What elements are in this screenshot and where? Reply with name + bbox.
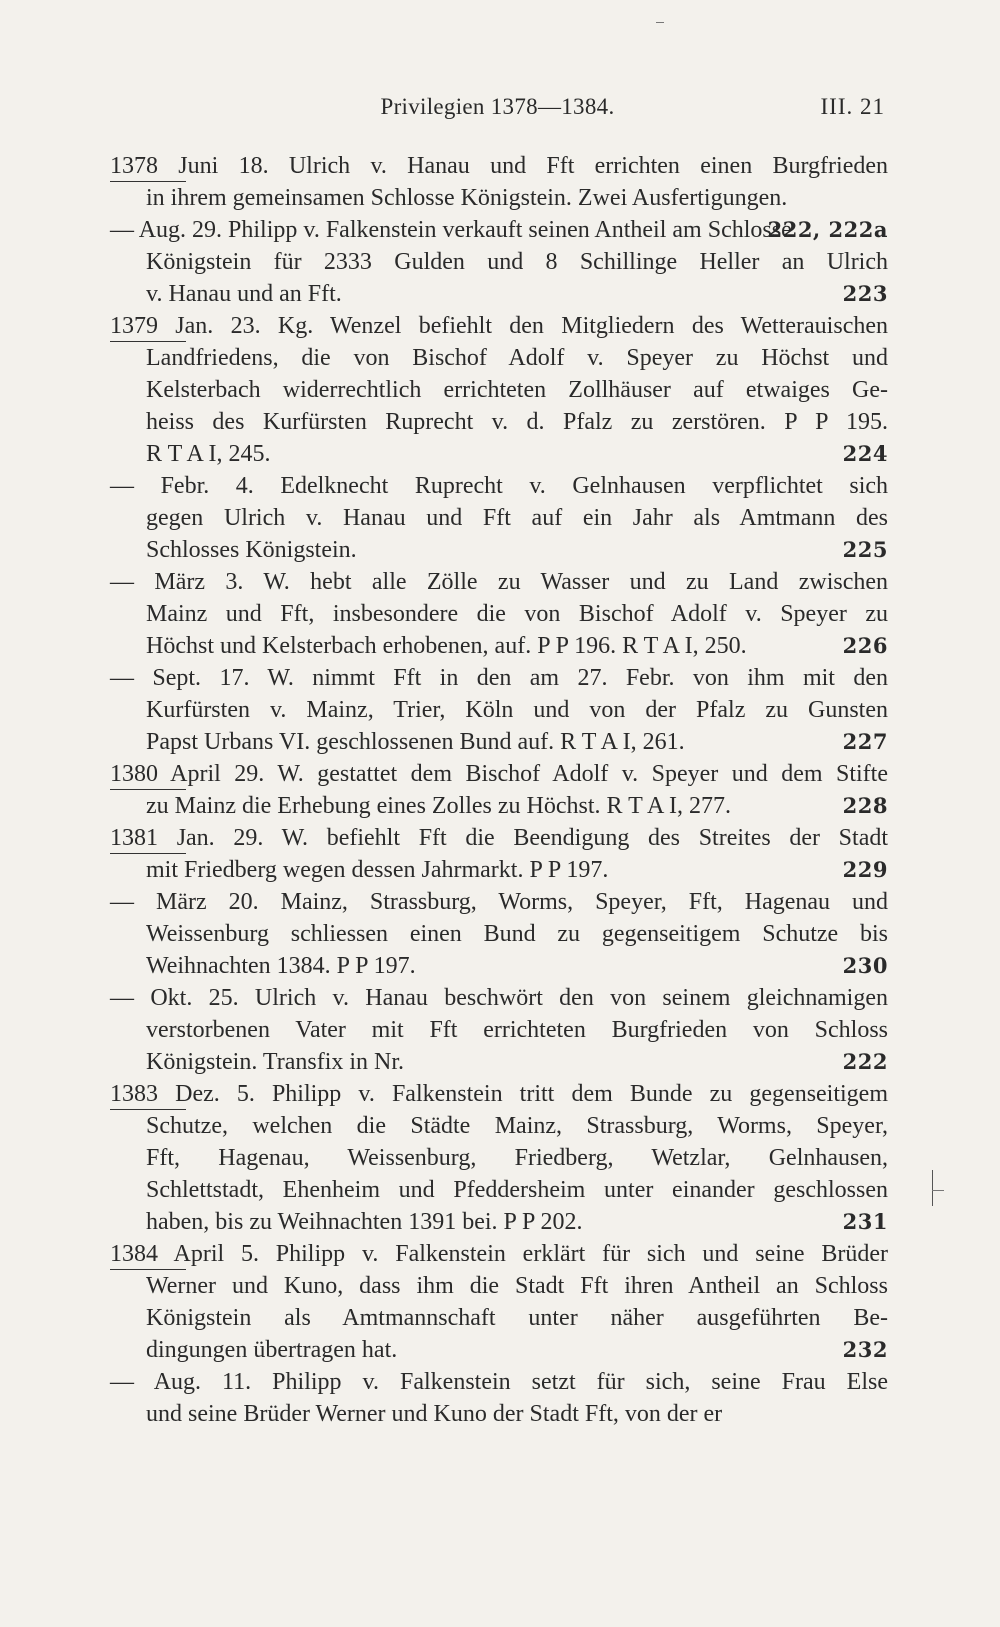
privilege-entry bbox=[110, 758, 888, 822]
entry-line bbox=[110, 470, 888, 502]
entry-line bbox=[110, 438, 888, 470]
entry-text: v. Hanau und an Fft. bbox=[146, 281, 342, 307]
entry-line bbox=[110, 950, 888, 982]
entry-line bbox=[110, 982, 888, 1014]
entry-text: Sept. 17. W. nimmt Fft in den am 27. Febr. von ihm mit den bbox=[152, 665, 889, 691]
page-number: III. 21 bbox=[820, 94, 885, 119]
entry-text: Königstein für 2333 Gulden und 8 Schillinge Heller an Ulrich bbox=[146, 249, 888, 275]
entry-text: zu Mainz die Erhebung eines Zolles zu Höchst. R T A I, 277. bbox=[146, 793, 732, 819]
entry-text: mit Friedberg wegen dessen Jahrmarkt. P P 197. bbox=[146, 857, 609, 883]
entry-year: 1381 bbox=[110, 822, 158, 854]
privilege-entry bbox=[110, 982, 888, 1078]
entry-line bbox=[110, 150, 888, 182]
entry-line bbox=[110, 310, 888, 342]
entry-line bbox=[110, 1238, 888, 1270]
entry-line bbox=[110, 694, 888, 726]
entry-line bbox=[110, 1142, 888, 1174]
entry-text: Landfriedens, die von Bischof Adolf v. Speyer zu Höchst und bbox=[146, 345, 888, 371]
margin-mark bbox=[656, 22, 664, 23]
entry-text: Fft, Hagenau, Weissenburg, Friedberg, Wetzlar, Gelnhausen, bbox=[146, 1145, 888, 1171]
entry-text: April 29. W. gestattet dem Bischof Adolf v. Speyer und dem Stifte bbox=[170, 761, 888, 787]
entry-line bbox=[110, 918, 888, 950]
entry-text: Kelsterbach widerrechtlich errichteten Zollhäuser auf etwaiges Ge- bbox=[146, 377, 888, 403]
entry-line bbox=[110, 278, 888, 310]
entry-text: Aug. 29. Philipp v. Falkenstein verkauft seinen Antheil am Schlosse bbox=[138, 217, 792, 243]
entry-text: Werner und Kuno, dass ihm die Stadt Fft ihren Antheil an Schloss bbox=[146, 1273, 888, 1299]
entry-number: 226 bbox=[842, 633, 888, 658]
entry-line bbox=[110, 1270, 888, 1302]
entry-year: — bbox=[110, 569, 134, 595]
privilege-entry bbox=[110, 1078, 888, 1238]
entry-year: — bbox=[110, 217, 134, 243]
entry-number: 222, 222a bbox=[767, 217, 888, 242]
entry-text: Königstein als Amtmannschaft unter näher ausgeführten Be- bbox=[146, 1305, 888, 1331]
privilege-list bbox=[110, 150, 888, 1430]
entry-year: — bbox=[110, 665, 134, 691]
entry-line bbox=[110, 726, 888, 758]
entry-text: Schlosses Königstein. bbox=[146, 537, 357, 563]
entry-text: Schlettstadt, Ehenheim und Pfeddersheim unter einander geschlossen bbox=[146, 1177, 888, 1203]
entry-text: haben, bis zu Weihnachten 1391 bei. P P 202. bbox=[146, 1209, 583, 1235]
entry-text: verstorbenen Vater mit Fft errichteten Burgfrieden von Schloss bbox=[146, 1017, 888, 1043]
privilege-entry bbox=[110, 566, 888, 662]
entry-year: — bbox=[110, 1369, 134, 1395]
entry-line bbox=[110, 374, 888, 406]
entry-number: 229 bbox=[842, 857, 888, 882]
entry-text: gegen Ulrich v. Hanau und Fft auf ein Jahr als Amtmann des bbox=[146, 505, 888, 531]
entry-number: 227 bbox=[842, 729, 888, 754]
entry-line bbox=[110, 534, 888, 566]
entry-text: Jan. 29. W. befiehlt Fft die Beendigung des Streites der Stadt bbox=[176, 825, 889, 851]
entry-line bbox=[110, 502, 888, 534]
entry-number: 232 bbox=[842, 1337, 888, 1362]
entry-line bbox=[110, 1206, 888, 1238]
entry-year: 1384 bbox=[110, 1238, 158, 1270]
entry-text: Aug. 11. Philipp v. Falkenstein setzt für sich, seine Frau Else bbox=[153, 1369, 888, 1395]
entry-text: und seine Brüder Werner und Kuno der Stadt Fft, von der er bbox=[146, 1401, 723, 1427]
entry-line bbox=[110, 566, 888, 598]
margin-dash bbox=[932, 1190, 944, 1191]
entry-line bbox=[110, 790, 888, 822]
entry-text: Okt. 25. Ulrich v. Hanau beschwört den von seinem gleichnamigen bbox=[150, 985, 888, 1011]
entry-line bbox=[110, 1302, 888, 1334]
entry-line bbox=[110, 1014, 888, 1046]
entry-line bbox=[110, 1110, 888, 1142]
entry-line bbox=[110, 246, 888, 278]
entry-text: Höchst und Kelsterbach erhobenen, auf. P P 196. R T A I, 250. bbox=[146, 633, 747, 659]
entry-text: März 3. W. hebt alle Zölle zu Wasser und zu Land zwischen bbox=[154, 569, 889, 595]
entry-line bbox=[110, 854, 888, 886]
entry-line bbox=[110, 1174, 888, 1206]
privilege-entry bbox=[110, 214, 888, 310]
privilege-entry bbox=[110, 662, 888, 758]
entry-number: 230 bbox=[842, 953, 888, 978]
privilege-entry bbox=[110, 470, 888, 566]
entry-text: Febr. 4. Edelknecht Ruprecht v. Gelnhausen verpflichtet sich bbox=[160, 473, 889, 499]
entry-year: 1378 bbox=[110, 150, 158, 182]
page-title: Privilegien 1378—1384. bbox=[380, 94, 615, 119]
entry-line bbox=[110, 662, 888, 694]
entry-year: — bbox=[110, 889, 134, 915]
privilege-entry bbox=[110, 310, 888, 470]
entry-text: in ihrem gemeinsamen Schlosse Königstein. Zwei Ausfertigungen. bbox=[146, 185, 788, 211]
entry-year: 1379 bbox=[110, 310, 158, 342]
entry-text: Mainz und Fft, insbesondere die von Bischof Adolf v. Speyer zu bbox=[146, 601, 888, 627]
entry-number: 224 bbox=[842, 441, 888, 466]
entry-line bbox=[110, 1366, 888, 1398]
entry-year: 1383 bbox=[110, 1078, 158, 1110]
entry-text: R T A I, 245. bbox=[146, 441, 271, 467]
entry-number: 231 bbox=[842, 1209, 888, 1234]
entry-number: 228 bbox=[842, 793, 888, 818]
entry-text: Schutze, welchen die Städte Mainz, Strassburg, Worms, Speyer, bbox=[146, 1113, 888, 1139]
entry-number: 223 bbox=[842, 281, 888, 306]
entry-text: Kurfürsten v. Mainz, Trier, Köln und von der Pfalz zu Gunsten bbox=[146, 697, 888, 723]
entry-number: 222 bbox=[842, 1049, 888, 1074]
entry-year: 1380 bbox=[110, 758, 158, 790]
entry-text: Dez. 5. Philipp v. Falkenstein tritt dem Bunde zu gegenseitigem bbox=[175, 1081, 889, 1107]
entry-text: März 20. Mainz, Strassburg, Worms, Speyer, Fft, Hagenau und bbox=[156, 889, 889, 915]
privilege-entry bbox=[110, 822, 888, 886]
entry-line bbox=[110, 630, 888, 662]
entry-line bbox=[110, 822, 888, 854]
entry-text: April 5. Philipp v. Falkenstein erklärt für sich und seine Brüder bbox=[173, 1241, 888, 1267]
entry-line bbox=[110, 886, 888, 918]
entry-text: Weissenburg schliessen einen Bund zu gegenseitigem Schutze bis bbox=[146, 921, 888, 947]
entry-year: — bbox=[110, 473, 134, 499]
entry-text: dingungen übertragen hat. bbox=[146, 1337, 398, 1363]
privilege-entry bbox=[110, 886, 888, 982]
privilege-entry bbox=[110, 1238, 888, 1366]
entry-text: Königstein. Transfix in Nr. bbox=[146, 1049, 405, 1075]
page-header bbox=[110, 94, 885, 128]
entry-line bbox=[110, 598, 888, 630]
entry-line bbox=[110, 406, 888, 438]
privilege-entry bbox=[110, 1366, 888, 1430]
entry-text: Papst Urbans VI. geschlossenen Bund auf. R T A I, 261. bbox=[146, 729, 685, 755]
entry-text: heiss des Kurfürsten Ruprecht v. d. Pfalz zu zerstören. P P 195. bbox=[146, 409, 888, 435]
entry-text: Weihnachten 1384. P P 197. bbox=[146, 953, 416, 979]
entry-line bbox=[110, 1398, 888, 1430]
entry-line bbox=[110, 758, 888, 790]
entry-year: — bbox=[110, 985, 134, 1011]
margin-bracket bbox=[924, 1170, 933, 1206]
entry-number: 225 bbox=[842, 537, 888, 562]
entry-line bbox=[110, 1334, 888, 1366]
entry-text: Jan. 23. Kg. Wenzel befiehlt den Mitgliedern des Wetterauischen bbox=[175, 313, 888, 339]
entry-line bbox=[110, 1046, 888, 1078]
entry-line bbox=[110, 1078, 888, 1110]
entry-line bbox=[110, 214, 888, 246]
entry-line bbox=[110, 342, 888, 374]
entry-text: Juni 18. Ulrich v. Hanau und Fft errichten einen Burgfrieden bbox=[178, 153, 888, 179]
